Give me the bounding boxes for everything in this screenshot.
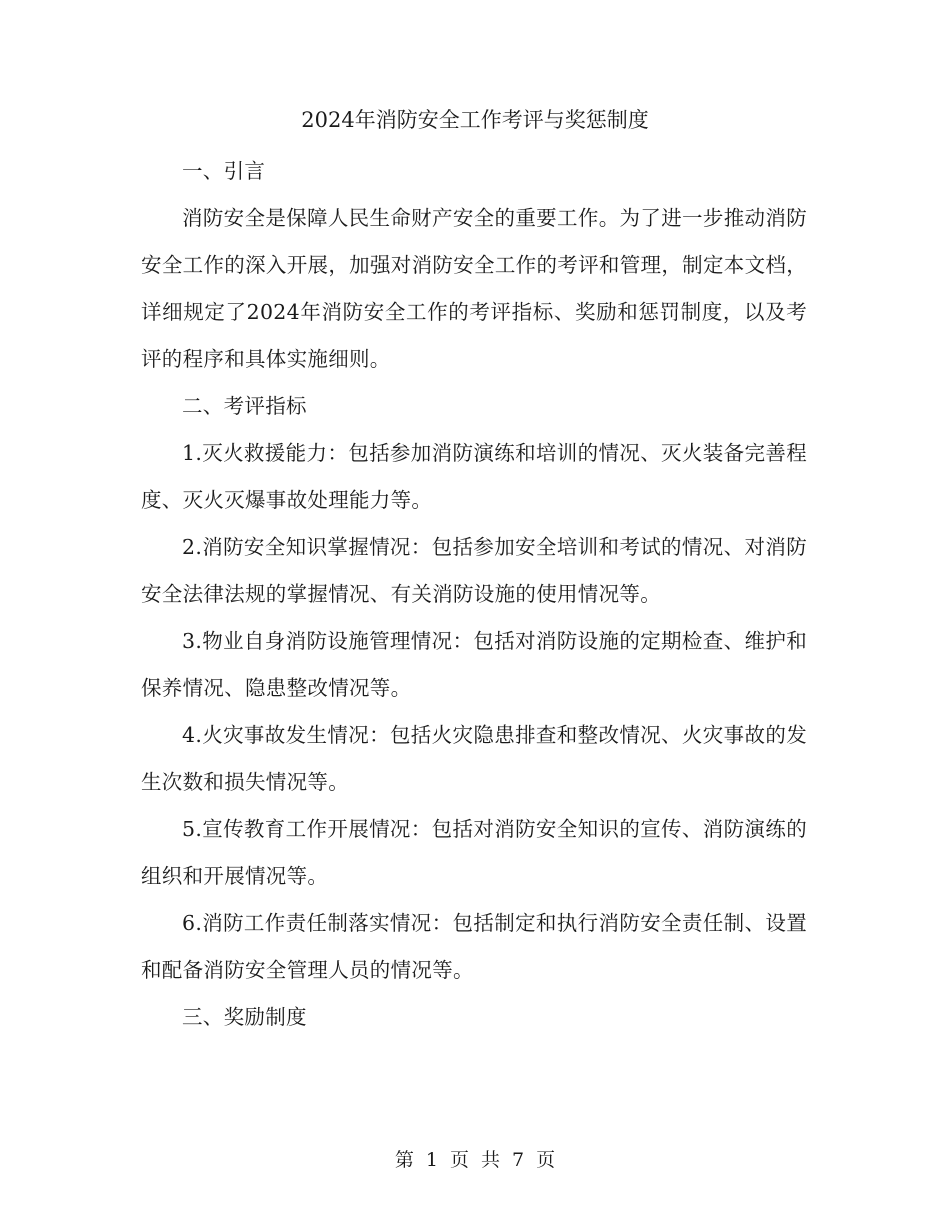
criteria-item-1: 1.灭火救援能力：包括参加消防演练和培训的情况、灭火装备完善程度、灭火灭爆事故处理能力等。 [141, 441, 807, 512]
page-footer: 第 1 页 共 7 页 [394, 1149, 556, 1171]
section-heading-rewards: 三、奖励制度 [182, 1005, 307, 1029]
criteria-item-5: 5.宣传教育工作开展情况：包括对消防安全知识的宣传、消防演练的组织和开展情况等。 [141, 817, 807, 888]
criteria-item-4: 4.火灾事故发生情况：包括火灾隐患排查和整改情况、火灾事故的发生次数和损失情况等。 [141, 723, 807, 794]
section-heading-criteria: 二、考评指标 [182, 394, 307, 418]
criteria-item-2: 2.消防安全知识掌握情况：包括参加安全培训和考试的情况、对消防安全法律法规的掌握情况、有关消防设施的使用情况等。 [141, 535, 807, 606]
criteria-item-6: 6.消防工作责任制落实情况：包括制定和执行消防安全责任制、设置和配备消防安全管理人员的情况等。 [141, 911, 807, 982]
intro-paragraph: 消防安全是保障人民生命财产安全的重要工作。为了进一步推动消防安全工作的深入开展，加强对消防安全工作的考评和管理，制定本文档，详细规定了2024年消防安全工作的考评指标、奖励和惩罚制度，以及考评的程序和具体实施细则。 [141, 206, 807, 371]
document-title: 2024年消防安全工作考评与奖惩制度 [301, 108, 649, 132]
criteria-item-3: 3.物业自身消防设施管理情况：包括对消防设施的定期检查、维护和保养情况、隐患整改情况等。 [141, 629, 807, 700]
document-body [141, 148, 807, 1041]
section-heading-intro: 一、引言 [182, 159, 266, 183]
